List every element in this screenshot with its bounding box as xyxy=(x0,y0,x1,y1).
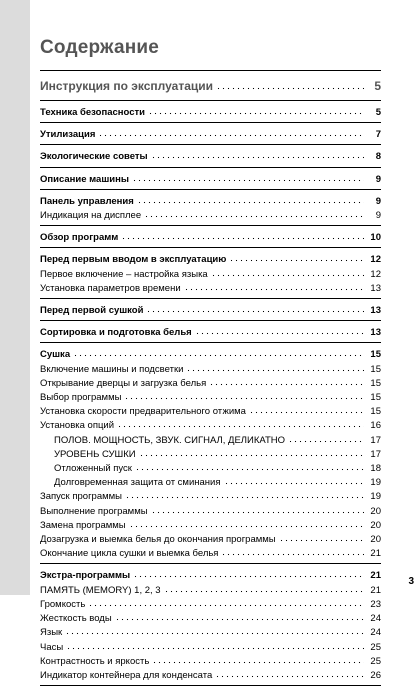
toc-entry[interactable] xyxy=(40,346,381,360)
toc-entry-label: Язык xyxy=(40,627,63,639)
toc-entry-page: 21 xyxy=(370,584,381,596)
dot-leader xyxy=(151,148,364,159)
toc-entry-page: 19 xyxy=(370,491,381,503)
toc-entry-page: 12 xyxy=(370,268,381,280)
dot-leader xyxy=(137,193,364,204)
dot-leader xyxy=(152,653,364,664)
page-title: Содержание xyxy=(40,37,160,58)
toc-entry[interactable] xyxy=(40,148,381,162)
toc-group xyxy=(40,101,381,122)
toc-entry[interactable] xyxy=(40,403,381,417)
toc-main-label: Инструкция по эксплуатации xyxy=(40,79,214,93)
toc-entry-page: 9 xyxy=(375,195,381,207)
toc-entry-label: Перед первым вводом в эксплуатацию xyxy=(40,254,227,266)
toc-entry-page: 20 xyxy=(370,519,381,531)
toc-group xyxy=(40,145,381,166)
toc-entry-label: Часы xyxy=(40,641,64,653)
page-number: 3 xyxy=(408,576,414,587)
toc-entry-page: 24 xyxy=(370,627,381,639)
toc-entry-page: 19 xyxy=(370,477,381,489)
toc-entry-label: Первое включение – настройка языка xyxy=(40,268,208,280)
dot-leader xyxy=(124,389,364,400)
dot-leader xyxy=(139,446,364,457)
toc-entry[interactable] xyxy=(40,446,381,460)
toc-entry-page: 25 xyxy=(370,641,381,653)
toc-entry[interactable] xyxy=(40,517,381,531)
toc-entry[interactable] xyxy=(40,596,381,610)
toc-entry-page: 12 xyxy=(370,254,381,266)
toc-entry-label: Индикатор контейнера для конденсата xyxy=(40,669,213,681)
toc-group xyxy=(40,248,381,298)
dot-leader xyxy=(129,517,364,528)
toc-entry-page: 18 xyxy=(370,463,381,475)
toc-page xyxy=(40,36,381,686)
toc-group xyxy=(40,299,381,320)
toc-entry[interactable] xyxy=(40,474,381,488)
toc-entry[interactable] xyxy=(40,207,381,221)
dot-leader xyxy=(224,474,365,485)
toc-entry[interactable] xyxy=(40,280,381,294)
toc-entry-page: 24 xyxy=(370,613,381,625)
dot-leader xyxy=(221,545,364,556)
dot-leader xyxy=(211,266,364,277)
toc-entry[interactable] xyxy=(40,667,381,681)
dot-leader xyxy=(216,75,364,90)
toc-entry-page: 13 xyxy=(370,305,381,317)
dot-leader xyxy=(184,280,364,291)
toc-entry[interactable] xyxy=(40,302,381,316)
dot-leader xyxy=(117,417,364,428)
toc-entry-label: ПОЛОВ. МОЩНОСТЬ, ЗВУК. СИГНАЛ, ДЕЛИКАТНО xyxy=(54,434,286,446)
toc-entry-label: Техника безопасности xyxy=(40,107,145,118)
dot-leader xyxy=(66,639,364,650)
toc-entry-page: 20 xyxy=(370,534,381,546)
toc-entry[interactable] xyxy=(40,375,381,389)
toc-entry[interactable] xyxy=(40,104,381,118)
toc-entry-page: 13 xyxy=(370,327,381,339)
toc-entry[interactable] xyxy=(40,488,381,502)
dot-leader xyxy=(148,104,364,115)
toc-entry[interactable] xyxy=(40,229,381,243)
toc-entry[interactable] xyxy=(40,460,381,474)
toc-entry[interactable] xyxy=(40,417,381,431)
toc-entry[interactable] xyxy=(40,324,381,338)
toc-entry-label: Перед первой сушкой xyxy=(40,305,144,317)
toc-entry-page: 20 xyxy=(370,505,381,517)
toc-entry[interactable] xyxy=(40,545,381,559)
toc-entry-label: Контрастность и яркость xyxy=(40,655,150,667)
toc-entry-label: Сушка xyxy=(40,349,71,361)
toc-entry-page: 15 xyxy=(370,363,381,375)
toc-entry-page: 10 xyxy=(370,232,381,244)
dot-leader xyxy=(135,460,364,471)
dot-leader xyxy=(215,667,364,678)
toc-entry-label: Открывание дверцы и загрузка белья xyxy=(40,377,207,389)
toc-group xyxy=(40,226,381,247)
toc-entry-page: 15 xyxy=(370,392,381,404)
toc-entry-page: 15 xyxy=(370,377,381,389)
dot-leader xyxy=(98,126,364,137)
toc-entry[interactable] xyxy=(40,432,381,446)
toc-entry-label: Выполнение программы xyxy=(40,505,148,517)
toc-entry[interactable] xyxy=(40,266,381,280)
dot-leader xyxy=(144,207,364,218)
toc-entry-page: 26 xyxy=(370,669,381,681)
toc-entry-label: Установка параметров времени xyxy=(40,282,181,294)
dot-leader xyxy=(288,432,364,443)
toc-entry-label: УРОВЕНЬ СУШКИ xyxy=(54,448,136,460)
toc-entry-page: 15 xyxy=(370,406,381,418)
toc-group xyxy=(40,321,381,342)
toc-entry-page: 21 xyxy=(370,570,381,582)
toc-entry-page: 9 xyxy=(375,210,381,222)
dot-leader xyxy=(73,346,364,357)
toc-group xyxy=(40,168,381,189)
toc-entry-label: Долговременная защита от сминания xyxy=(54,477,221,489)
dot-leader xyxy=(195,324,364,335)
toc-groups xyxy=(40,100,381,686)
toc-entry-label: Установка опций xyxy=(40,420,115,432)
toc-entry-label: Установка скорости предварительного отжима xyxy=(40,406,246,418)
toc-entry-label: Обзор программ xyxy=(40,232,119,244)
toc-entry-label: Громкость xyxy=(40,598,86,610)
dot-leader xyxy=(121,229,364,240)
toc-entry-page: 13 xyxy=(370,282,381,294)
toc-entry-label: Окончание цикла сушки и выемка белья xyxy=(40,548,219,560)
toc-entry-label: Включение машины и подсветки xyxy=(40,363,184,375)
toc-entry-label: Сортировка и подготовка белья xyxy=(40,327,192,339)
toc-entry[interactable] xyxy=(40,624,381,638)
toc-group xyxy=(40,190,381,225)
toc-entry[interactable] xyxy=(40,361,381,375)
toc-entry-label: Отложенный пуск xyxy=(54,463,132,475)
dot-leader xyxy=(151,503,364,514)
toc-entry[interactable] xyxy=(40,610,381,624)
toc-entry-label: Утилизация xyxy=(40,129,96,141)
toc-group xyxy=(40,564,381,685)
toc-entry[interactable] xyxy=(40,389,381,403)
dot-leader xyxy=(229,251,364,262)
toc-entry-label: Индикация на дисплее xyxy=(40,210,142,222)
toc-entry[interactable] xyxy=(40,653,381,667)
toc-entry-label: Панель управления xyxy=(40,195,134,207)
toc-entry[interactable] xyxy=(40,251,381,265)
toc-entry-page: 23 xyxy=(370,598,381,610)
dot-leader xyxy=(146,302,364,313)
toc-entry[interactable] xyxy=(40,567,381,581)
toc-entry[interactable] xyxy=(40,171,381,185)
toc-entry-label: Экологические советы xyxy=(40,151,148,163)
toc-entry[interactable] xyxy=(40,639,381,653)
toc-entry[interactable] xyxy=(40,531,381,545)
toc-entry-page: 21 xyxy=(370,548,381,560)
toc-entry-page: 5 xyxy=(375,107,381,118)
toc-entry-label: Запуск программы xyxy=(40,491,122,503)
toc-group xyxy=(40,123,381,144)
toc-entry-page: 8 xyxy=(375,151,381,163)
dot-leader xyxy=(132,171,364,182)
toc-main-page: 5 xyxy=(374,79,381,93)
toc-entry-page: 16 xyxy=(370,420,381,432)
dot-leader xyxy=(186,361,364,372)
dot-leader xyxy=(209,375,364,386)
toc-entry-label: Выбор программы xyxy=(40,392,122,404)
dot-leader xyxy=(164,582,364,593)
toc-entry-label: Описание машины xyxy=(40,173,129,185)
toc-entry[interactable] xyxy=(40,126,381,140)
toc-entry-label: Дозагрузка и выемка белья до окончания программы xyxy=(40,534,276,546)
toc-entry-page: 15 xyxy=(370,349,381,361)
toc-entry[interactable] xyxy=(40,503,381,517)
dot-leader xyxy=(115,610,364,621)
dot-leader xyxy=(249,403,364,414)
toc-entry-page: 9 xyxy=(375,173,381,185)
toc-group xyxy=(40,343,381,563)
toc-entry-label: Замена программы xyxy=(40,519,126,531)
toc-entry-page: 25 xyxy=(370,655,381,667)
dot-leader xyxy=(65,624,364,635)
toc-entry-label: Экстра-программы xyxy=(40,570,131,582)
toc-entry[interactable] xyxy=(40,193,381,207)
toc-entry-label: Жесткость воды xyxy=(40,613,112,625)
toc-entry-page: 7 xyxy=(375,129,381,141)
dot-leader xyxy=(125,488,364,499)
toc-entry-page: 17 xyxy=(370,434,381,446)
side-margin-stripe xyxy=(0,0,30,595)
dot-leader xyxy=(133,567,364,578)
toc-entry-page: 17 xyxy=(370,448,381,460)
toc-main-entry[interactable] xyxy=(40,71,381,100)
dot-leader xyxy=(279,531,364,542)
toc-entry-label: ПАМЯТЬ (MEMORY) 1, 2, 3 xyxy=(40,584,161,596)
toc-entry[interactable] xyxy=(40,582,381,596)
dot-leader xyxy=(88,596,364,607)
